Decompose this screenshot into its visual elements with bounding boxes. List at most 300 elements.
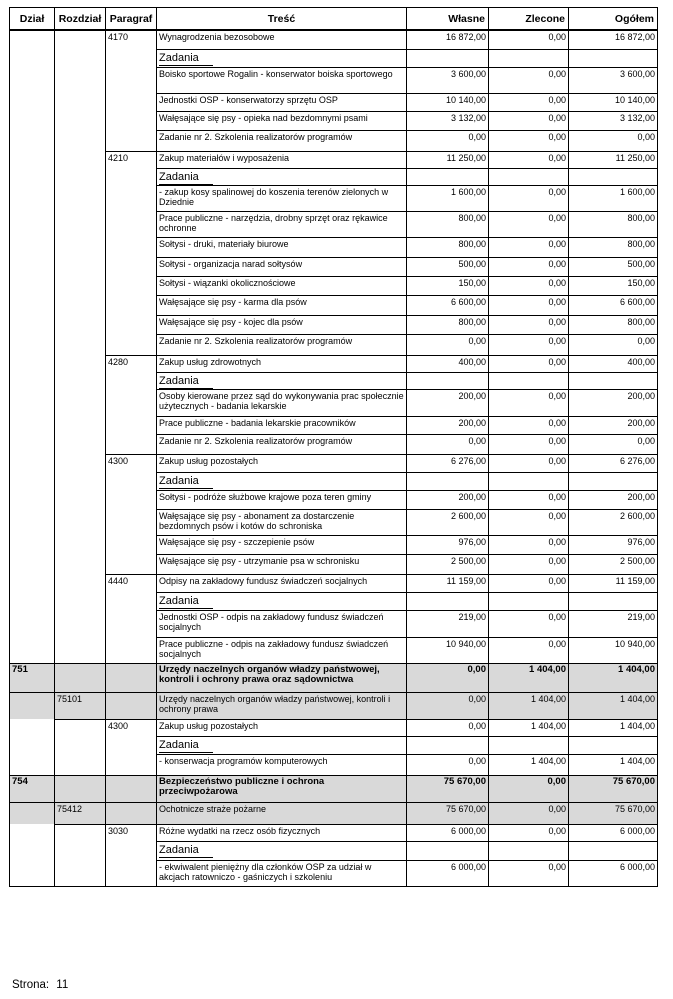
cell-zlecone: 0,00: [489, 610, 569, 637]
cell-ogolem: 1 404,00: [569, 692, 658, 719]
cell-ogolem: 800,00: [569, 211, 658, 237]
cell-dzial: [10, 490, 55, 509]
cell-wlasne: 6 600,00: [407, 295, 489, 315]
table-row: [10, 454, 658, 472]
cell-paragraf: [106, 637, 157, 663]
cell-ogolem: [569, 372, 658, 389]
cell-wlasne: 11 250,00: [407, 151, 489, 168]
cell-ogolem: 3 600,00: [569, 67, 658, 93]
cell-ogolem: 800,00: [569, 315, 658, 334]
cell-dzial: [10, 610, 55, 637]
cell-dzial: [10, 355, 55, 372]
header-wlasne: Własne: [407, 8, 489, 31]
budget-table: [9, 7, 658, 887]
cell-tresc: [157, 592, 407, 610]
table-row: [10, 130, 658, 151]
cell-wlasne: 6 000,00: [407, 860, 489, 886]
cell-paragraf: [106, 841, 157, 860]
cell-rozdzial: [55, 663, 106, 692]
cell-rozdzial: [55, 151, 106, 168]
cell-dzial: [10, 315, 55, 334]
cell-ogolem: 1 404,00: [569, 663, 658, 692]
cell-rozdzial: [55, 211, 106, 237]
table-header-row: [10, 8, 658, 31]
cell-wlasne: 3 132,00: [407, 111, 489, 130]
table-row: [10, 334, 658, 355]
cell-tresc: Zakup usług pozostałych: [157, 454, 407, 472]
cell-rozdzial: [55, 860, 106, 886]
cell-zlecone: [489, 49, 569, 67]
cell-tresc: Prace publiczne - badania lekarskie pracowników: [157, 416, 407, 434]
cell-ogolem: [569, 49, 658, 67]
cell-rozdzial: [55, 130, 106, 151]
cell-dzial: 751: [10, 663, 55, 692]
cell-rozdzial: [55, 334, 106, 355]
cell-wlasne: 200,00: [407, 416, 489, 434]
table-row: [10, 295, 658, 315]
cell-ogolem: [569, 168, 658, 185]
cell-ogolem: 200,00: [569, 490, 658, 509]
cell-dzial: [10, 67, 55, 93]
cell-zlecone: 0,00: [489, 554, 569, 574]
cell-dzial: [10, 276, 55, 295]
cell-ogolem: 75 670,00: [569, 802, 658, 824]
cell-paragraf: [106, 211, 157, 237]
cell-rozdzial: [55, 719, 106, 736]
cell-paragraf: [106, 49, 157, 67]
cell-paragraf: 4300: [106, 454, 157, 472]
cell-tresc: - ekwiwalent pieniężny dla członków OSP za udział w akcjach ratowniczo - gaśniczych i szkoleniu: [157, 860, 407, 886]
cell-zlecone: 0,00: [489, 802, 569, 824]
cell-tresc: Jednostki OSP - konserwatorzy sprzętu OSP: [157, 93, 407, 111]
cell-wlasne: 1 600,00: [407, 185, 489, 211]
cell-zlecone: [489, 841, 569, 860]
cell-tresc: [157, 472, 407, 490]
cell-wlasne: 0,00: [407, 663, 489, 692]
cell-ogolem: 219,00: [569, 610, 658, 637]
header-tresc: Treść: [157, 8, 407, 31]
cell-dzial: [10, 454, 55, 472]
cell-tresc: Zadanie nr 2. Szkolenia realizatorów programów: [157, 130, 407, 151]
cell-rozdzial: [55, 754, 106, 775]
cell-wlasne: 200,00: [407, 490, 489, 509]
cell-zlecone: 0,00: [489, 637, 569, 663]
cell-wlasne: 6 276,00: [407, 454, 489, 472]
cell-rozdzial: [55, 30, 106, 49]
table-row: [10, 93, 658, 111]
table-row: [10, 554, 658, 574]
cell-paragraf: [106, 754, 157, 775]
cell-ogolem: 11 250,00: [569, 151, 658, 168]
table-row: [10, 30, 658, 49]
cell-rozdzial: [55, 372, 106, 389]
cell-rozdzial: [55, 841, 106, 860]
cell-zlecone: 0,00: [489, 824, 569, 841]
cell-dzial: [10, 211, 55, 237]
cell-zlecone: 1 404,00: [489, 692, 569, 719]
table-row: [10, 841, 658, 860]
cell-paragraf: [106, 168, 157, 185]
cell-paragraf: [106, 295, 157, 315]
cell-ogolem: [569, 841, 658, 860]
cell-dzial: [10, 736, 55, 754]
cell-zlecone: 0,00: [489, 509, 569, 535]
cell-paragraf: 4300: [106, 719, 157, 736]
cell-rozdzial: [55, 824, 106, 841]
cell-wlasne: 11 159,00: [407, 574, 489, 592]
cell-wlasne: 800,00: [407, 315, 489, 334]
table-row: [10, 824, 658, 841]
cell-zlecone: 0,00: [489, 111, 569, 130]
cell-tresc: [157, 49, 407, 67]
cell-paragraf: [106, 535, 157, 554]
cell-tresc: - zakup kosy spalinowej do koszenia terenów zielonych w Dziednie: [157, 185, 407, 211]
cell-zlecone: 0,00: [489, 315, 569, 334]
cell-zlecone: 0,00: [489, 574, 569, 592]
cell-zlecone: 0,00: [489, 334, 569, 355]
cell-paragraf: [106, 490, 157, 509]
table-row: [10, 610, 658, 637]
cell-tresc: Urzędy naczelnych organów władzy państwowej, kontroli i ochrony prawa: [157, 692, 407, 719]
cell-tresc: Wynagrodzenia bezosobowe: [157, 30, 407, 49]
cell-paragraf: [106, 416, 157, 434]
cell-wlasne: 976,00: [407, 535, 489, 554]
table-row: [10, 472, 658, 490]
cell-dzial: [10, 535, 55, 554]
cell-tresc: Osoby kierowane przez sąd do wykonywania prac społecznie użytecznych - badania lekarskie: [157, 389, 407, 416]
cell-rozdzial: [55, 355, 106, 372]
cell-zlecone: 0,00: [489, 257, 569, 276]
cell-dzial: [10, 719, 55, 736]
cell-tresc: Wałęsające się psy - opieka nad bezdomnymi psami: [157, 111, 407, 130]
cell-rozdzial: [55, 574, 106, 592]
footer-label: Strona:: [12, 979, 50, 991]
cell-ogolem: 400,00: [569, 355, 658, 372]
cell-dzial: [10, 592, 55, 610]
table-row: [10, 509, 658, 535]
cell-zlecone: 0,00: [489, 434, 569, 454]
cell-rozdzial: [55, 736, 106, 754]
cell-zlecone: 0,00: [489, 276, 569, 295]
cell-paragraf: [106, 111, 157, 130]
cell-dzial: [10, 295, 55, 315]
cell-dzial: [10, 237, 55, 257]
cell-paragraf: [106, 237, 157, 257]
table-row: [10, 637, 658, 663]
cell-rozdzial: [55, 111, 106, 130]
cell-paragraf: [106, 434, 157, 454]
cell-rozdzial: [55, 775, 106, 802]
cell-tresc: Prace publiczne - odpis na zakładowy fundusz świadczeń socjalnych: [157, 637, 407, 663]
cell-dzial: 754: [10, 775, 55, 802]
cell-rozdzial: [55, 93, 106, 111]
cell-tresc: Jednostki OSP - odpis na zakładowy fundusz świadczeń socjalnych: [157, 610, 407, 637]
cell-wlasne: [407, 372, 489, 389]
cell-dzial: [10, 30, 55, 49]
cell-paragraf: [106, 509, 157, 535]
cell-dzial: [10, 574, 55, 592]
cell-tresc: [157, 841, 407, 860]
cell-ogolem: 1 404,00: [569, 719, 658, 736]
page-footer: [12, 979, 72, 991]
cell-paragraf: [106, 389, 157, 416]
zadania-label: Zadania: [159, 52, 213, 66]
cell-dzial: [10, 637, 55, 663]
cell-ogolem: 6 600,00: [569, 295, 658, 315]
table-row: [10, 257, 658, 276]
cell-rozdzial: [55, 295, 106, 315]
cell-rozdzial: [55, 554, 106, 574]
cell-zlecone: 0,00: [489, 237, 569, 257]
cell-ogolem: 75 670,00: [569, 775, 658, 802]
cell-paragraf: [106, 592, 157, 610]
cell-rozdzial: [55, 67, 106, 93]
cell-paragraf: [106, 67, 157, 93]
cell-rozdzial: [55, 416, 106, 434]
cell-zlecone: 0,00: [489, 295, 569, 315]
cell-wlasne: 75 670,00: [407, 802, 489, 824]
cell-ogolem: 0,00: [569, 130, 658, 151]
cell-tresc: Zakup usług pozostałych: [157, 719, 407, 736]
cell-wlasne: 219,00: [407, 610, 489, 637]
zadania-label: Zadania: [159, 739, 213, 753]
cell-zlecone: 0,00: [489, 93, 569, 111]
table-body: [10, 30, 658, 886]
cell-tresc: Wałęsające się psy - utrzymanie psa w schronisku: [157, 554, 407, 574]
cell-rozdzial: [55, 315, 106, 334]
cell-dzial: [10, 168, 55, 185]
cell-wlasne: 0,00: [407, 692, 489, 719]
cell-rozdzial: [55, 592, 106, 610]
header-ogolem: Ogółem: [569, 8, 658, 31]
cell-zlecone: 1 404,00: [489, 719, 569, 736]
table-row: [10, 111, 658, 130]
table-row: [10, 49, 658, 67]
table-row: [10, 754, 658, 775]
table-row: [10, 168, 658, 185]
table-row: [10, 151, 658, 168]
cell-rozdzial: [55, 237, 106, 257]
cell-wlasne: [407, 49, 489, 67]
cell-wlasne: 2 600,00: [407, 509, 489, 535]
cell-zlecone: [489, 472, 569, 490]
cell-dzial: [10, 802, 55, 824]
cell-dzial: [10, 860, 55, 886]
cell-wlasne: [407, 168, 489, 185]
cell-dzial: [10, 692, 55, 719]
cell-zlecone: 0,00: [489, 151, 569, 168]
zadania-label: Zadania: [159, 844, 213, 858]
cell-tresc: Boisko sportowe Rogalin - konserwator boiska sportowego: [157, 67, 407, 93]
cell-zlecone: 1 404,00: [489, 754, 569, 775]
cell-tresc: Sołtysi - podróże służbowe krajowe poza teren gminy: [157, 490, 407, 509]
cell-wlasne: 400,00: [407, 355, 489, 372]
header-paragraf: Paragraf: [106, 8, 157, 31]
cell-zlecone: [489, 592, 569, 610]
cell-wlasne: 500,00: [407, 257, 489, 276]
cell-dzial: [10, 334, 55, 355]
cell-ogolem: 1 404,00: [569, 754, 658, 775]
cell-zlecone: 0,00: [489, 535, 569, 554]
cell-zlecone: 0,00: [489, 67, 569, 93]
cell-dzial: [10, 416, 55, 434]
header-rozdzial: Rozdział: [55, 8, 106, 31]
cell-dzial: [10, 257, 55, 276]
cell-rozdzial: [55, 185, 106, 211]
header-zlecone: Zlecone: [489, 8, 569, 31]
cell-zlecone: 0,00: [489, 775, 569, 802]
cell-zlecone: 0,00: [489, 490, 569, 509]
cell-rozdzial: [55, 490, 106, 509]
cell-zlecone: 0,00: [489, 355, 569, 372]
cell-paragraf: [106, 663, 157, 692]
cell-paragraf: [106, 185, 157, 211]
cell-paragraf: [106, 554, 157, 574]
cell-paragraf: 4440: [106, 574, 157, 592]
cell-paragraf: [106, 93, 157, 111]
cell-rozdzial: 75412: [55, 802, 106, 824]
cell-ogolem: 16 872,00: [569, 30, 658, 49]
cell-tresc: Zakup usług zdrowotnych: [157, 355, 407, 372]
cell-dzial: [10, 389, 55, 416]
cell-rozdzial: [55, 434, 106, 454]
cell-ogolem: 1 600,00: [569, 185, 658, 211]
cell-paragraf: [106, 610, 157, 637]
cell-wlasne: 0,00: [407, 130, 489, 151]
cell-dzial: [10, 185, 55, 211]
table-row: [10, 592, 658, 610]
table-row: [10, 574, 658, 592]
cell-wlasne: 800,00: [407, 211, 489, 237]
cell-paragraf: [106, 372, 157, 389]
cell-ogolem: 200,00: [569, 416, 658, 434]
cell-ogolem: 11 159,00: [569, 574, 658, 592]
cell-rozdzial: 75101: [55, 692, 106, 719]
cell-wlasne: 10 940,00: [407, 637, 489, 663]
cell-wlasne: 16 872,00: [407, 30, 489, 49]
table-row: [10, 416, 658, 434]
table-row: [10, 185, 658, 211]
cell-rozdzial: [55, 49, 106, 67]
cell-ogolem: 6 000,00: [569, 824, 658, 841]
table-row: [10, 802, 658, 824]
cell-tresc: Wałęsające się psy - kojec dla psów: [157, 315, 407, 334]
cell-zlecone: [489, 372, 569, 389]
cell-wlasne: 6 000,00: [407, 824, 489, 841]
cell-ogolem: 2 500,00: [569, 554, 658, 574]
cell-tresc: Sołtysi - wiązanki okolicznościowe: [157, 276, 407, 295]
cell-tresc: Różne wydatki na rzecz osób fizycznych: [157, 824, 407, 841]
zadania-label: Zadania: [159, 595, 213, 609]
cell-dzial: [10, 93, 55, 111]
cell-rozdzial: [55, 389, 106, 416]
cell-dzial: [10, 130, 55, 151]
cell-zlecone: 0,00: [489, 389, 569, 416]
cell-rozdzial: [55, 454, 106, 472]
cell-dzial: [10, 554, 55, 574]
cell-paragraf: [106, 334, 157, 355]
cell-zlecone: 0,00: [489, 860, 569, 886]
cell-rozdzial: [55, 257, 106, 276]
cell-wlasne: 800,00: [407, 237, 489, 257]
table-row: [10, 276, 658, 295]
cell-tresc: Wałęsające się psy - abonament za dostarczenie bezdomnych psów i kotów do schroniska: [157, 509, 407, 535]
cell-tresc: Zakup materiałów i wyposażenia: [157, 151, 407, 168]
cell-ogolem: 6 276,00: [569, 454, 658, 472]
cell-wlasne: [407, 841, 489, 860]
table-row: [10, 535, 658, 554]
cell-ogolem: 150,00: [569, 276, 658, 295]
cell-wlasne: 0,00: [407, 434, 489, 454]
cell-tresc: Prace publiczne - narzędzia, drobny sprzęt oraz rękawice ochronne: [157, 211, 407, 237]
cell-tresc: Ochotnicze straże pożarne: [157, 802, 407, 824]
cell-paragraf: [106, 736, 157, 754]
cell-paragraf: [106, 472, 157, 490]
cell-rozdzial: [55, 472, 106, 490]
cell-dzial: [10, 841, 55, 860]
cell-tresc: Wałęsające się psy - karma dla psów: [157, 295, 407, 315]
cell-wlasne: 10 140,00: [407, 93, 489, 111]
cell-rozdzial: [55, 168, 106, 185]
cell-wlasne: 150,00: [407, 276, 489, 295]
cell-wlasne: 75 670,00: [407, 775, 489, 802]
cell-wlasne: 3 600,00: [407, 67, 489, 93]
cell-dzial: [10, 111, 55, 130]
cell-wlasne: 0,00: [407, 754, 489, 775]
cell-dzial: [10, 509, 55, 535]
cell-paragraf: 4280: [106, 355, 157, 372]
cell-wlasne: 0,00: [407, 334, 489, 355]
cell-tresc: [157, 168, 407, 185]
cell-rozdzial: [55, 637, 106, 663]
cell-wlasne: 200,00: [407, 389, 489, 416]
cell-tresc: Sołtysi - druki, materiały biurowe: [157, 237, 407, 257]
cell-paragraf: [106, 276, 157, 295]
table-row: [10, 692, 658, 719]
cell-tresc: Wałęsające się psy - szczepienie psów: [157, 535, 407, 554]
cell-paragraf: 4210: [106, 151, 157, 168]
header-dzial: Dział: [10, 8, 55, 31]
cell-paragraf: [106, 315, 157, 334]
cell-zlecone: 0,00: [489, 454, 569, 472]
cell-paragraf: [106, 775, 157, 802]
cell-paragraf: [106, 860, 157, 886]
cell-tresc: [157, 372, 407, 389]
cell-rozdzial: [55, 276, 106, 295]
cell-paragraf: [106, 130, 157, 151]
cell-paragraf: [106, 802, 157, 824]
table-row: [10, 372, 658, 389]
cell-paragraf: [106, 692, 157, 719]
cell-ogolem: 10 940,00: [569, 637, 658, 663]
cell-tresc: - konserwacja programów komputerowych: [157, 754, 407, 775]
cell-ogolem: 500,00: [569, 257, 658, 276]
cell-wlasne: [407, 736, 489, 754]
zadania-label: Zadania: [159, 375, 213, 389]
cell-ogolem: 800,00: [569, 237, 658, 257]
table-row: [10, 490, 658, 509]
cell-rozdzial: [55, 535, 106, 554]
cell-dzial: [10, 472, 55, 490]
cell-ogolem: 3 132,00: [569, 111, 658, 130]
cell-wlasne: [407, 472, 489, 490]
table-row: [10, 736, 658, 754]
cell-tresc: Zadanie nr 2. Szkolenia realizatorów programów: [157, 334, 407, 355]
cell-ogolem: 10 140,00: [569, 93, 658, 111]
table-row: [10, 719, 658, 736]
cell-zlecone: 1 404,00: [489, 663, 569, 692]
cell-tresc: Odpisy na zakładowy fundusz świadczeń socjalnych: [157, 574, 407, 592]
